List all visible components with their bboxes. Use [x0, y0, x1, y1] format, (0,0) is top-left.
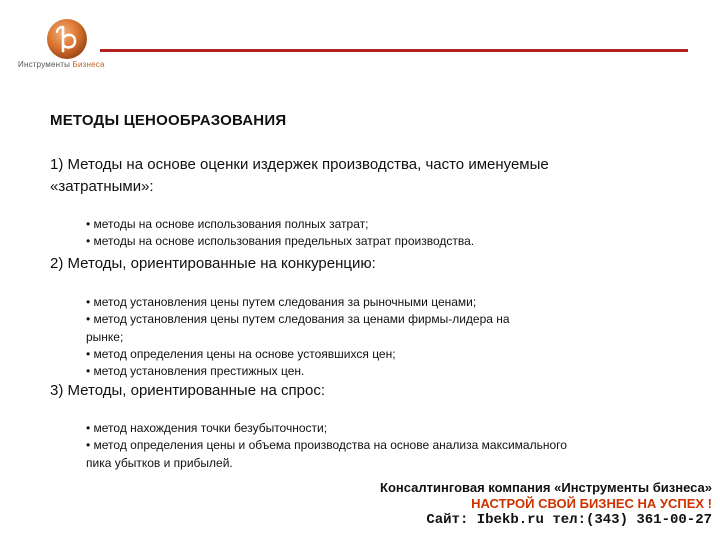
- list-item: пика убытков и прибылей.: [86, 455, 233, 470]
- section2-bullet-list: [86, 294, 606, 380]
- company-logo: [18, 18, 118, 70]
- list-item: • методы на основе использования предельных затрат производства.: [86, 234, 475, 249]
- list-item: • метод определения цены на основе устоявшихся цен;: [86, 346, 396, 361]
- page-title: МЕТОДЫ ЦЕНООБРАЗОВАНИЯ: [50, 112, 287, 129]
- logo-emblem-icon: [46, 18, 88, 60]
- list-item: • методы на основе использования полных затрат;: [86, 217, 369, 231]
- list-item: • метод определения цены и объема производства на основе анализа максимального: [86, 438, 567, 453]
- section3-heading: 3) Методы, ориентированные на спрос:: [50, 382, 325, 399]
- footer-slogan: НАСТРОЙ СВОЙ БИЗНЕС НА УСПЕХ !: [471, 496, 712, 511]
- footer-company: Консалтинговая компания «Инструменты бизнеса»: [380, 480, 712, 495]
- footer-contacts: Сайт: Ibekb.ru тел:(343) 361-00-27: [426, 512, 712, 528]
- section1-heading-line1: 1) Методы на основе оценки издержек производства, часто именуемые: [50, 156, 549, 173]
- logo-text-part2: Бизнеса: [72, 60, 105, 69]
- section1-heading: [50, 154, 670, 198]
- list-item: • метод установления престижных цен.: [86, 364, 305, 379]
- logo-text-part1: Инструменты: [18, 60, 71, 69]
- logo-text: [18, 60, 128, 69]
- header-divider: [100, 49, 688, 52]
- section3-bullet-list: [86, 420, 666, 472]
- list-item: • метод установления цены путем следования за рыночными ценами;: [86, 295, 477, 309]
- list-item: • метод нахождения точки безубыточности;: [86, 421, 328, 435]
- section1-bullet-list: [86, 216, 606, 251]
- footer: [380, 480, 712, 528]
- list-item: • метод установления цены путем следования за ценами фирмы-лидера на: [86, 312, 510, 327]
- section2-heading: 2) Методы, ориентированные на конкуренцию:: [50, 255, 376, 272]
- section1-heading-line2: «затратными»:: [50, 178, 154, 195]
- list-item: рынке;: [86, 329, 124, 344]
